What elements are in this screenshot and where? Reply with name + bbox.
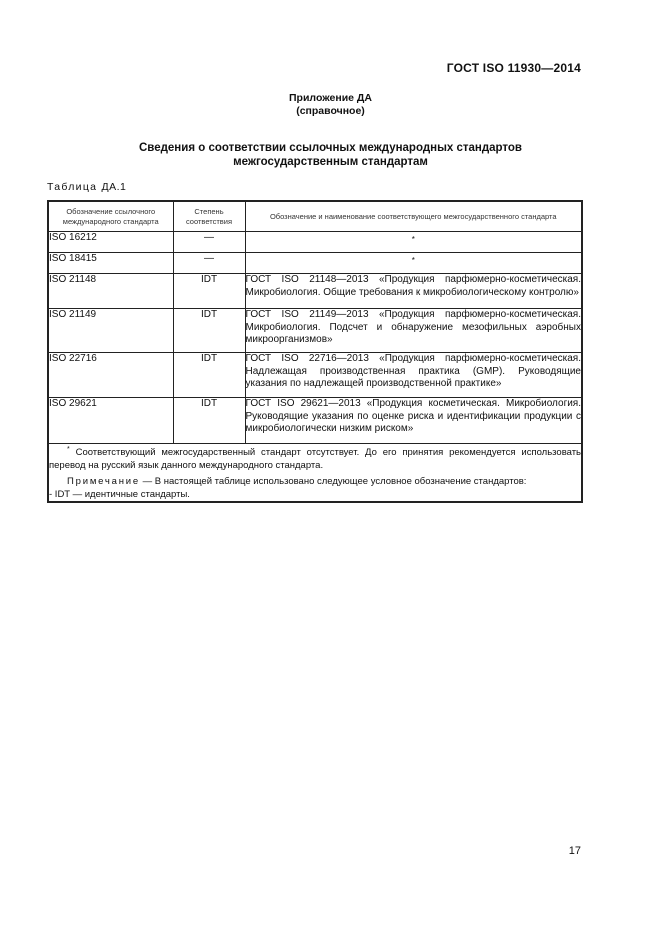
cell-degree: IDT — [173, 274, 245, 309]
page-number: 17 — [568, 845, 581, 857]
standard-code: ГОСТ ISO 11930—2014 — [446, 61, 581, 75]
header-reference-standard: Обозначение ссылочного международного стандарта — [48, 201, 173, 232]
table-row — [48, 398, 582, 444]
table-row — [48, 274, 582, 309]
table-caption-word: Таблица — [47, 181, 98, 193]
footnote — [49, 444, 581, 472]
cell-national: * — [245, 232, 582, 253]
section-title-line-1: Сведения о соответствии ссылочных международных стандартов — [138, 142, 522, 154]
cell-national: ГОСТ ISO 22716—2013 «Продукция парфюмерно-косметическая. Надлежащая производственная практика (GMP). Руководящие указания по надлежащей производственной практике» — [245, 353, 582, 398]
section-title-line-2: межгосударственным стандартам — [233, 156, 428, 168]
note-item: - IDT — идентичные стандарты. — [49, 488, 190, 500]
cell-reference: ISO 16212 — [48, 232, 173, 253]
table-row — [48, 232, 582, 253]
cell-degree: — — [173, 253, 245, 274]
cell-degree: IDT — [173, 309, 245, 353]
cell-national: ГОСТ ISO 21149—2013 «Продукция парфюмерно-косметическая. Микробиология. Подсчет и обнаружение мезофильных аэробных микроорганизмов» — [245, 309, 582, 353]
section-title — [0, 141, 661, 169]
cell-reference: ISO 18415 — [48, 253, 173, 274]
table-row — [48, 353, 582, 398]
table-footer-row — [48, 444, 582, 503]
cell-national: ГОСТ ISO 29621—2013 «Продукция косметическая. Микробиология. Руководящие указания по оценке риска и идентификации продукции с микробиологически низким риском» — [245, 398, 582, 444]
cell-reference: ISO 22716 — [48, 353, 173, 398]
cell-degree: IDT — [173, 398, 245, 444]
cell-national: * — [245, 253, 582, 274]
cell-national: ГОСТ ISO 21148—2013 «Продукция парфюмерно-косметическая. Микробиология. Общие требования к микробиологическому контролю» — [245, 274, 582, 309]
table-caption-number: ДА.1 — [101, 181, 127, 193]
appendix-subtitle: (справочное) — [296, 105, 365, 117]
cell-reference: ISO 29621 — [48, 398, 173, 444]
table-row — [48, 309, 582, 353]
footnote-mark: * — [67, 446, 70, 453]
appendix-heading — [0, 92, 661, 118]
header-degree: Степень соответствия — [173, 201, 245, 232]
table-row — [48, 253, 582, 274]
table-header-row — [48, 201, 582, 232]
table-caption — [47, 181, 126, 193]
cell-reference: ISO 21149 — [48, 309, 173, 353]
note — [49, 476, 581, 489]
footnote-text: Соответствующий межгосударственный стандарт отсутствует. До его принятия рекомендуется использовать перевод на русский язык данного международного стандарта. — [49, 447, 582, 471]
appendix-title: Приложение ДА — [289, 92, 372, 104]
note-text: — В настоящей таблице использовано следующее условное обозначение стандартов: — [142, 476, 527, 488]
note-label: Примечание — [67, 476, 140, 488]
table-footer — [48, 444, 582, 503]
header-national-standard: Обозначение и наименование соответствующего межгосударственного стандарта — [245, 201, 582, 232]
correspondence-table — [47, 200, 583, 503]
cell-degree: IDT — [173, 353, 245, 398]
cell-reference: ISO 21148 — [48, 274, 173, 309]
cell-degree: — — [173, 232, 245, 253]
